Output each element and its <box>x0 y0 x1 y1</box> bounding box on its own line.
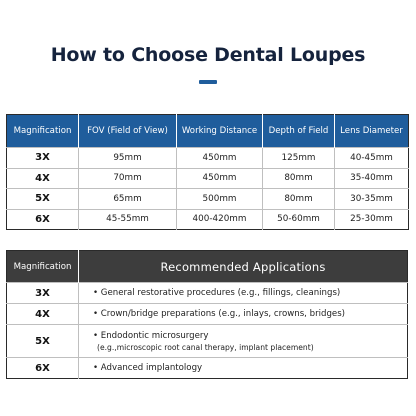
specs-header-row <box>7 115 409 148</box>
applications-table <box>6 250 408 379</box>
table-row <box>7 304 408 325</box>
magnification-cell: 3X <box>7 148 79 169</box>
application-text: • Advanced implantology <box>93 363 203 373</box>
magnification-cell: 5X <box>7 189 79 210</box>
magnification-cell: 6X <box>7 358 79 379</box>
depth-of-field-cell: 80mm <box>263 189 335 210</box>
table-row <box>7 189 409 210</box>
table-row <box>7 168 409 189</box>
specs-header-cell: Working Distance <box>177 115 263 148</box>
depth-of-field-cell: 50-60mm <box>263 209 335 230</box>
specs-header-cell: FOV (Field of View) <box>79 115 177 148</box>
page-title: How to Choose Dental Loupes <box>50 44 366 66</box>
specs-header-cell: Depth of Field <box>263 115 335 148</box>
application-text: • Crown/bridge preparations (e.g., inlays, crowns, bridges) <box>93 309 346 319</box>
specs-table <box>6 114 409 230</box>
magnification-cell: 3X <box>7 283 79 304</box>
application-text: • General restorative procedures (e.g., fillings, cleanings) <box>93 288 341 298</box>
specs-header-cell: Lens Diameter <box>335 115 409 148</box>
depth-of-field-cell: 80mm <box>263 168 335 189</box>
magnification-cell: 4X <box>7 304 79 325</box>
lens-diameter-cell: 35-40mm <box>335 168 409 189</box>
table-row <box>7 148 409 169</box>
working-distance-cell: 400-420mm <box>177 209 263 230</box>
apps-header-cell: Recommended Applications <box>79 251 408 283</box>
application-cell <box>79 283 408 304</box>
application-cell <box>79 304 408 325</box>
working-distance-cell: 450mm <box>177 148 263 169</box>
depth-of-field-cell: 125mm <box>263 148 335 169</box>
apps-header-cell: Magnification <box>7 251 79 283</box>
magnification-cell: 5X <box>7 325 79 358</box>
apps-header-row <box>7 251 408 283</box>
working-distance-cell: 450mm <box>177 168 263 189</box>
fov-cell: 45-55mm <box>79 209 177 230</box>
application-cell <box>79 358 408 379</box>
title-accent-bar <box>199 80 217 84</box>
application-subtext: (e.g.,microscopic root canal therapy, implant placement) <box>97 342 314 352</box>
magnification-cell: 6X <box>7 209 79 230</box>
table-row <box>7 325 408 358</box>
table-row <box>7 283 408 304</box>
table-row <box>7 209 409 230</box>
lens-diameter-cell: 40-45mm <box>335 148 409 169</box>
lens-diameter-cell: 30-35mm <box>335 189 409 210</box>
magnification-cell: 4X <box>7 168 79 189</box>
lens-diameter-cell: 25-30mm <box>335 209 409 230</box>
fov-cell: 65mm <box>79 189 177 210</box>
working-distance-cell: 500mm <box>177 189 263 210</box>
application-text: • Endodontic microsurgery <box>93 330 209 341</box>
fov-cell: 95mm <box>79 148 177 169</box>
fov-cell: 70mm <box>79 168 177 189</box>
table-row <box>7 358 408 379</box>
application-cell <box>79 325 408 358</box>
specs-header-cell: Magnification <box>7 115 79 148</box>
